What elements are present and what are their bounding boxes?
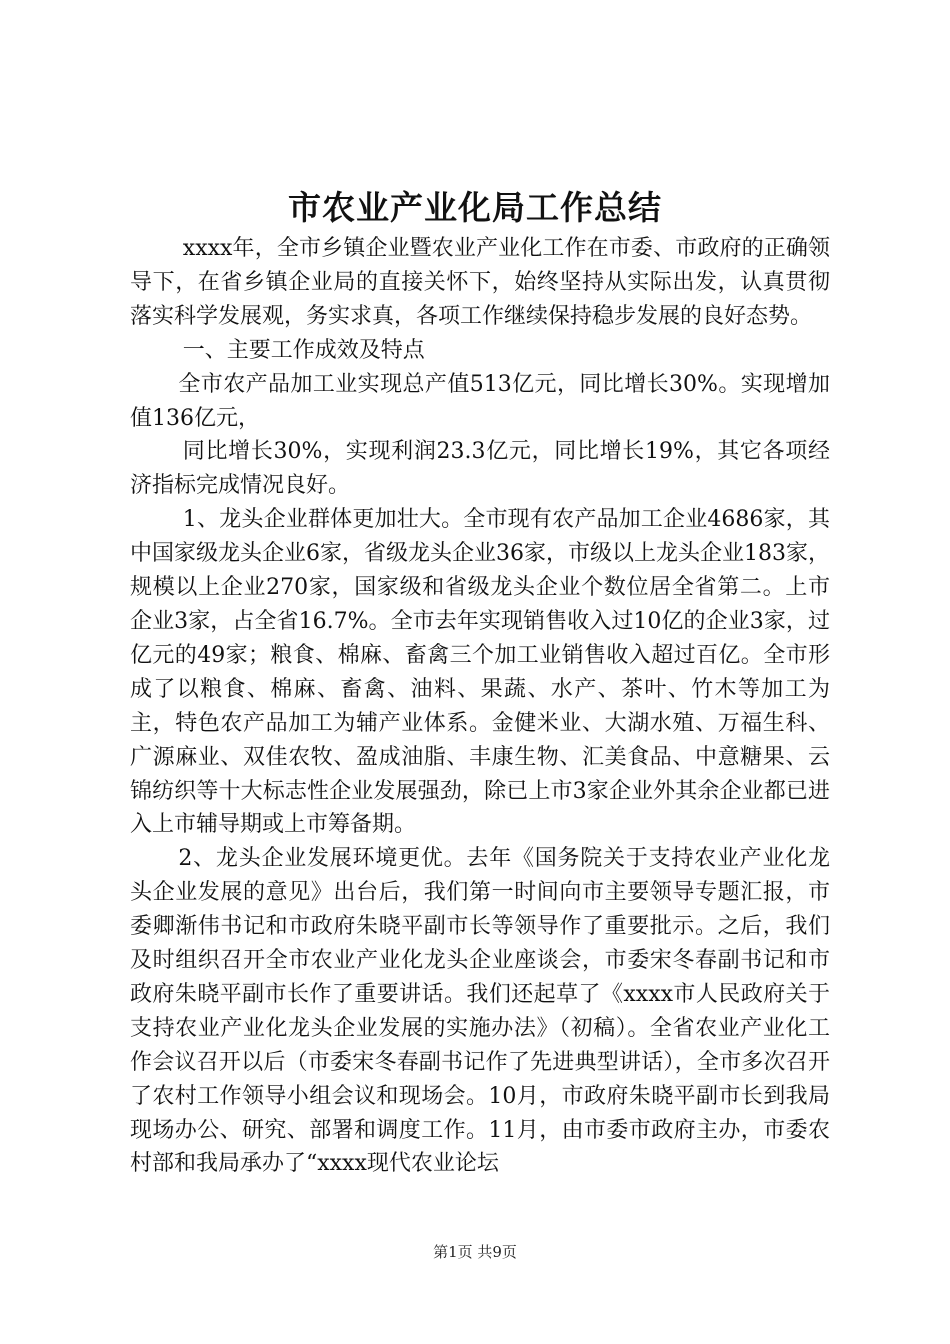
paragraph-profit: 同比增长30%，实现利润23.3亿元，同比增长19%，其它各项经济指标完成情况良好。 bbox=[130, 439, 830, 499]
paragraph-output-value: 全市农产品加工业实现总产值513亿元，同比增长30%。实现增加值136亿元， bbox=[130, 371, 830, 431]
paragraph-intro: xxxx年，全市乡镇企业暨农业产业化工作在市委、市政府的正确领导下，在省乡镇企业局的直接关怀下，始终坚持从实际出发，认真贯彻落实科学发展观，务实求真，各项工作继续保持稳步发展的良好态势。 bbox=[130, 236, 830, 329]
page-footer bbox=[0, 1242, 950, 1262]
section-heading-main-results: 一、主要工作成效及特点 bbox=[182, 337, 425, 363]
paragraph-development-environment: 2、龙头企业发展环境更优。去年《国务院关于支持农业产业化龙头企业发展的意见》出台后，我们第一时间向市主要领导专题汇报，市委卿渐伟书记和市政府朱晓平副市长等领导作了重要批示。之后，我们及时组织召开全市农业产业化龙头企业座谈会，市委宋冬春副书记和市政府朱晓平副市长作了重要讲话。我们还起草了《xxxx市人民政府关于支持农业产业化龙头企业发展的实施办法》（初稿）。全省农业产业化工作会议召开以后（市委宋冬春副书记作了先进典型讲话），全市多次召开了农村工作领导小组会议和现场会。10月，市政府朱晓平副市长到我局现场办公、研究、部署和调度工作。11月，由市委市政府主办，市委农村部和我局承办了“xxxx现代农业论坛 bbox=[130, 846, 830, 1177]
paragraph-leading-enterprises: 1、龙头企业群体更加壮大。全市现有农产品加工企业4686家，其中国家级龙头企业6家，省级龙头企业36家，市级以上龙头企业183家，规模以上企业270家，国家级和省级龙头企业个数位居全省第二。上市企业3家，占全省16.7%。全市去年实现销售收入过10亿的企业3家，过亿元的49家；粮食、棉麻、畜禽三个加工业销售收入超过百亿。全市形成了以粮食、棉麻、畜禽、油料、果蔬、水产、茶叶、竹木等加工为主，特色农产品加工为辅产业体系。金健米业、大湖水殖、万福生科、广源麻业、双佳农牧、盈成油脂、丰康生物、汇美食品、中意糖果、云锦纺织等十大标志性企业发展强劲，除已上市3家企业外其余企业都已进入上市辅导期或上市筹备期。 bbox=[130, 507, 830, 838]
document-body bbox=[130, 232, 830, 1181]
page-number: 第1页 bbox=[433, 1243, 473, 1261]
document-title: 市农业产业化局工作总结 bbox=[288, 188, 662, 227]
page-total: 共9页 bbox=[477, 1243, 517, 1261]
